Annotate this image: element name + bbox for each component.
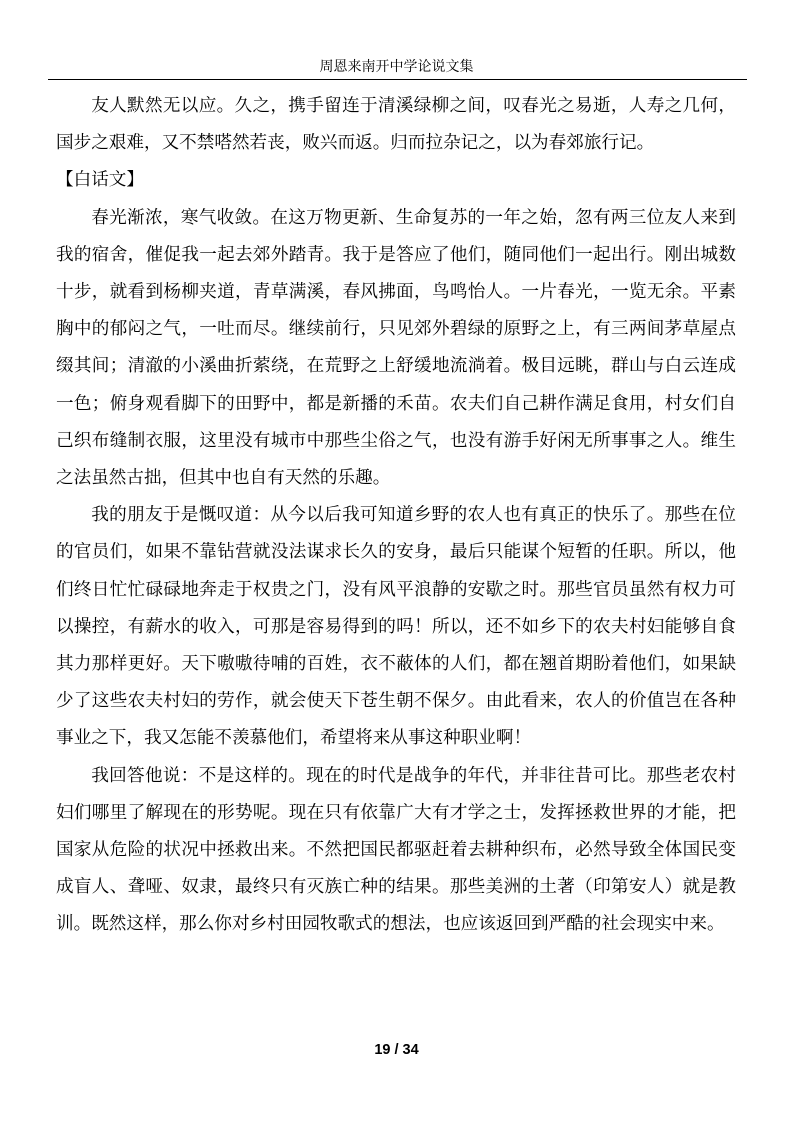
paragraph-friend-sigh: 我的朋友于是慨叹道：从今以后我可知道乡野的农人也有真正的快乐了。那些在位的官员们，如果不靠钻营就没法谋求长久的安身，最后只能谋个短暂的任职。所以，他们终日忙忙碌碌地奔走于权贵之门，没有风平浪静的安歇之时。那些官员虽然有权力可以操控，有薪水的收入，可那是容易得到的吗！所以，还不如乡下的农夫村妇能够自食其力那样更好。天下嗷嗷待哺的百姓，衣不蔽体的人们，都在翘首期盼着他们，如果缺少了这些农夫村妇的劳作，就会使天下苍生朝不保夕。由此看来，农人的价值岂在各种事业之下，我又怎能不羡慕他们，希望将来从事这种职业啊！ [56,505,736,749]
paragraph-spring-outing: 春光渐浓，寒气收敛。在这万物更新、生命复苏的一年之始，忽有两三位友人来到我的宿舍，催促我一起去郊外踏青。我于是答应了他们，随同他们一起出行。刚出城数十步，就看到杨柳夹道，青草满溪，春风拂面，鸟鸣怡人。一片春光，一览无余。平素胸中的郁闷之气，一吐而尽。继续前行，只见郊外碧绿的原野之上，有三两间茅草屋点缀其间；清澈的小溪曲折萦绕，在荒野之上舒缓地流淌着。极目远眺，群山与白云连成一色；俯身观看脚下的田野中，都是新播的禾苗。农夫们自己耕作满足食用，村女们自己织布缝制衣服，这里没有城市中那些尘俗之气，也没有游手好闲无所事事之人。维生之法虽然古拙，但其中也自有天然的乐趣。 [56,207,736,489]
document-body [56,88,736,944]
paragraph-classical-ending: 友人默然无以应。久之，携手留连于清溪绿柳之间，叹春光之易逝，人寿之几何，国步之艰难，又不禁嗒然若丧，败兴而返。归而拉杂记之，以为春郊旅行记。 [56,96,736,154]
paragraph-reply: 我回答他说：不是这样的。现在的时代是战争的年代，并非往昔可比。那些老农村妇们哪里了解现在的形势呢。现在只有依靠广大有才学之士，发挥拯救世界的才能，把国家从危险的状况中拯救出来。不然把国民都驱赶着去耕种织布，必然导致全体国民变成盲人、聋哑、奴隶，最终只有灭族亡种的结果。那些美洲的土著（印第安人）就是教训。既然这样，那么你对乡村田园牧歌式的想法，也应该返回到严酷的社会现实中来。 [56,765,736,935]
document-title: 周恩来南开中学论说文集 [319,59,474,75]
header-divider [48,79,747,80]
section-label-vernacular: 【白话文】 [56,170,144,191]
page-number: 19 / 34 [374,1042,419,1058]
